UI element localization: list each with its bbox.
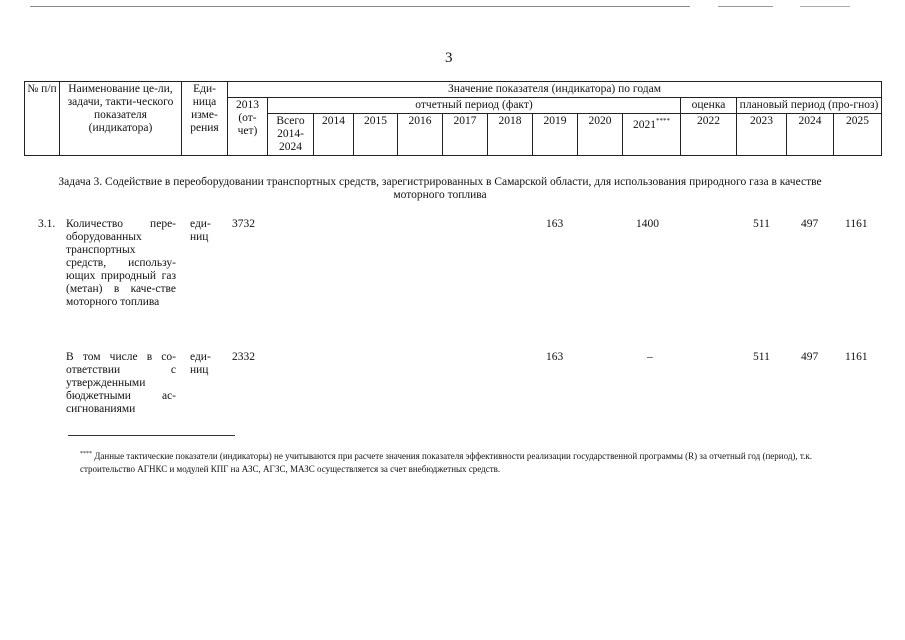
footnote-divider — [68, 435, 235, 436]
header-year: 2015 — [354, 114, 398, 156]
task-heading: Задача 3. Содействие в переоборудовании транспортных средств, зарегистрированных в Самарской области, для использования природного газа в качестве моторного топлива — [58, 176, 822, 201]
header-year: 2022 — [681, 114, 737, 156]
scan-artifact-line — [30, 6, 690, 7]
header-values-title: Значение показателя (индикатора) по годам — [228, 82, 882, 98]
footnote — [80, 448, 840, 476]
header-year: 2018 — [488, 114, 533, 156]
table-header-row — [25, 82, 882, 98]
header-num: № п/п — [25, 82, 60, 156]
header-report-period: отчетный период (факт) — [268, 98, 681, 114]
header-year: 2020 — [578, 114, 623, 156]
value-2013: 3732 — [232, 218, 255, 230]
value-2025: 1161 — [845, 218, 868, 230]
footnote-mark: **** — [656, 117, 670, 125]
footnote-text: Данные тактические показатели (индикаторы) не учитываются при расчете значения показателя эффективности реализации государственной программы (R) за отчетный год (период), т.к. строительство АГНКС и модулей КПГ на АЗС, АГЗС, МАЗС осуществляется за счет внебюджетных средств. — [80, 451, 813, 474]
scan-artifact-line — [718, 6, 773, 7]
header-year-2021 — [623, 114, 681, 156]
value-2019: 163 — [546, 351, 564, 363]
value-2021: 1400 — [636, 218, 659, 230]
header-2013: 2013 (от-чет) — [228, 98, 268, 156]
indicator-table — [24, 81, 882, 156]
value-2025: 1161 — [845, 351, 868, 363]
value-2024: 497 — [801, 218, 819, 230]
row-unit: еди-ниц — [190, 351, 211, 376]
row-unit: еди-ниц — [190, 218, 211, 243]
header-year: 2014 — [314, 114, 354, 156]
header-estimate: оценка — [681, 98, 737, 114]
value-2023: 511 — [753, 351, 770, 363]
header-plan-period: плановый период (про-гноз) — [737, 98, 882, 114]
value-2013: 2332 — [232, 351, 255, 363]
header-year: 2023 — [737, 114, 787, 156]
value-2024: 497 — [801, 351, 819, 363]
value-2019: 163 — [546, 218, 564, 230]
header-year: 2019 — [533, 114, 578, 156]
header-year-2021-label: 2021 — [633, 118, 656, 131]
row-name: Количество пере-оборудованных транспортных средств, использу-ющих природный газ (метан) в каче-стве моторного топлива — [66, 218, 176, 308]
header-unit: Еди-ница изме-рения — [182, 82, 228, 156]
footnote-mark: **** — [80, 451, 92, 457]
scan-artifact-line — [800, 6, 850, 7]
header-year: 2016 — [398, 114, 443, 156]
value-2023: 511 — [753, 218, 770, 230]
header-total: Всего 2014-2024 — [268, 114, 314, 156]
header-year: 2024 — [787, 114, 834, 156]
page-number: 3 — [445, 50, 453, 66]
value-2021: – — [647, 351, 653, 363]
row-num: 3.1. — [38, 218, 56, 230]
header-year: 2017 — [443, 114, 488, 156]
header-name: Наименование це-ли, задачи, такти-ческого показателя (индикатора) — [60, 82, 182, 156]
header-year: 2025 — [834, 114, 882, 156]
row-name: В том числе в со-ответствии с утвержденными бюджетными ас-сигнованиями — [66, 351, 176, 415]
